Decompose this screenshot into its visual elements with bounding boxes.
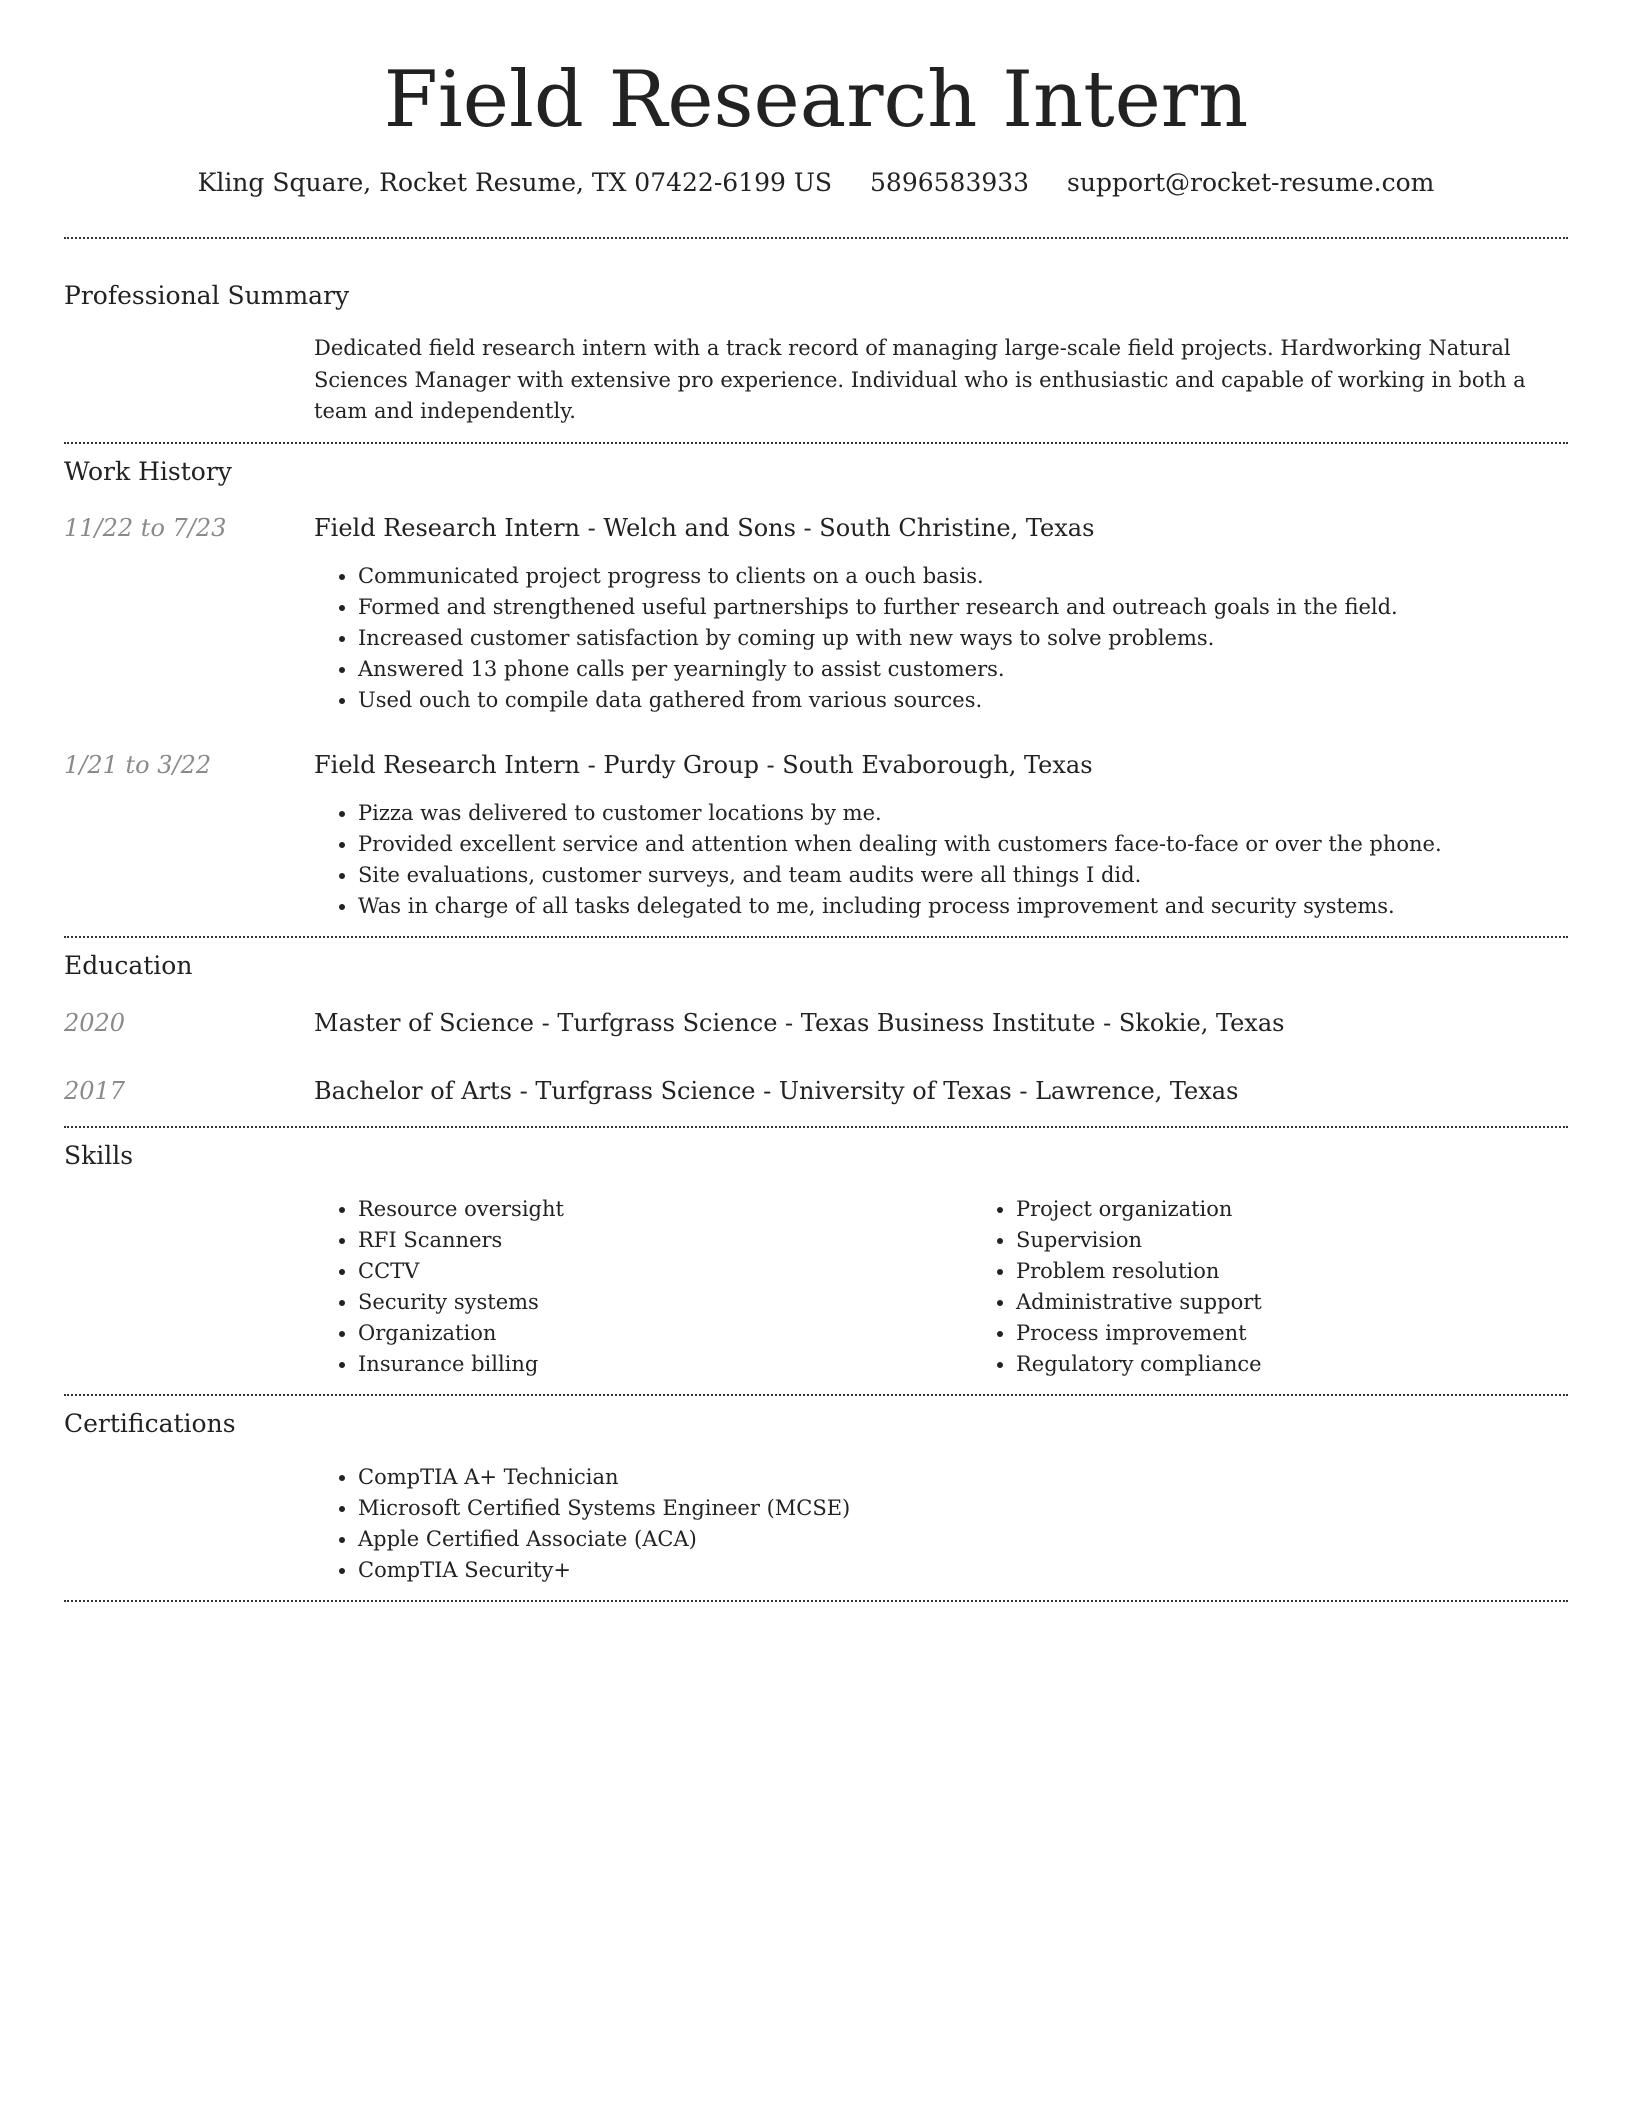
education-entry (64, 1075, 1568, 1107)
job-dates: 11/22 to 7/23 (64, 513, 227, 542)
list-item: • Answered 13 phone calls per yearningly to assist customers. (358, 654, 1568, 685)
contact-phone: 5896583933 (870, 168, 1030, 197)
education-degree: Master of Science - Turfgrass Science - Texas Business Institute - Skokie, Texas (314, 1008, 1285, 1037)
education-degree: Bachelor of Arts - Turfgrass Science - University of Texas - Lawrence, Texas (314, 1076, 1239, 1105)
education-year: 2020 (64, 1008, 126, 1037)
list-item: • Resource oversight (358, 1194, 972, 1225)
list-item: • Used ouch to compile data gathered from various sources. (358, 685, 1568, 716)
work-section (64, 444, 1568, 922)
job-title: Field Research Intern - Welch and Sons - South Christine, Texas (314, 513, 1095, 542)
job-entry (64, 512, 1568, 716)
list-item: • Pizza was delivered to customer locations by me. (358, 798, 1568, 829)
list-item: • Problem resolution (1016, 1256, 1630, 1287)
education-entry (64, 1007, 1568, 1039)
resume-title: Field Research Intern (383, 55, 1249, 145)
list-item: • Process improvement (1016, 1318, 1630, 1349)
list-item: • Provided excellent service and attention when dealing with customers face-to-face or over the phone. (358, 829, 1568, 860)
job-dates: 1/21 to 3/22 (64, 750, 212, 779)
skills-list-left (314, 1194, 972, 1380)
list-item: • Insurance billing (358, 1349, 972, 1380)
certifications-heading: Certifications (64, 1408, 236, 1438)
summary-heading: Professional Summary (64, 281, 350, 310)
list-item: • Security systems (358, 1287, 972, 1318)
list-item: • CompTIA A+ Technician (358, 1462, 1568, 1493)
job-entry (64, 749, 1568, 922)
summary-text: Dedicated field research intern with a track record of managing large-scale field projects. Hardworking Natural Sciences Manager with extensive pro experience. Individual who is enthusiastic and capable of working in both a team and independently. (314, 336, 1526, 423)
list-item: • Apple Certified Associate (ACA) (358, 1524, 1568, 1555)
list-item: • Formed and strengthened useful partnerships to further research and outreach goals in the field. (358, 592, 1568, 623)
list-item: • Site evaluations, customer surveys, and team audits were all things I did. (358, 860, 1568, 891)
skills-section (64, 1128, 1568, 1380)
list-item: • Project organization (1016, 1194, 1630, 1225)
job-title: Field Research Intern - Purdy Group - South Evaborough, Texas (314, 750, 1093, 779)
list-item: • Regulatory compliance (1016, 1349, 1630, 1380)
education-year: 2017 (64, 1076, 126, 1105)
job-bullets (314, 561, 1568, 716)
summary-section (64, 239, 1568, 428)
list-item: • Organization (358, 1318, 972, 1349)
list-item: • Increased customer satisfaction by coming up with new ways to solve problems. (358, 623, 1568, 654)
work-heading: Work History (64, 456, 232, 486)
list-item: • Microsoft Certified Systems Engineer (MCSE) (358, 1493, 1568, 1524)
resume-page (64, 0, 1568, 1602)
list-item: • Administrative support (1016, 1287, 1630, 1318)
skills-heading: Skills (64, 1140, 134, 1170)
contact-address: Kling Square, Rocket Resume, TX 07422-6199 US (197, 168, 833, 197)
list-item: • Supervision (1016, 1225, 1630, 1256)
education-heading: Education (64, 950, 193, 980)
education-section (64, 938, 1568, 1107)
list-item: • Was in charge of all tasks delegated to me, including process improvement and security systems. (358, 891, 1568, 922)
list-item: • CompTIA Security+ (358, 1555, 1568, 1586)
list-item: • RFI Scanners (358, 1225, 972, 1256)
contact-line (64, 166, 1568, 200)
certifications-section (64, 1396, 1568, 1586)
certifications-list (314, 1462, 1568, 1586)
list-item: • Communicated project progress to clients on a ouch basis. (358, 561, 1568, 592)
skills-columns (314, 1194, 1630, 1380)
skills-list-right (972, 1194, 1630, 1380)
list-item: • CCTV (358, 1256, 972, 1287)
contact-email[interactable]: support@rocket-resume.com (1067, 168, 1435, 197)
divider (64, 1600, 1568, 1602)
job-bullets (314, 798, 1568, 922)
